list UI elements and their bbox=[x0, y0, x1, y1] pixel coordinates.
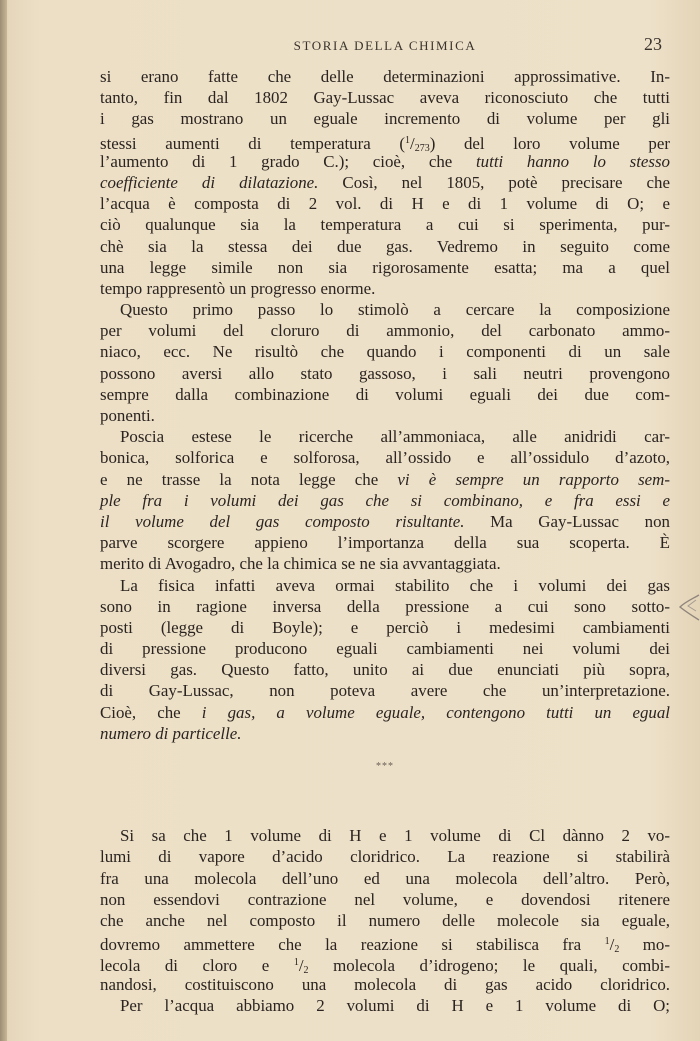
running-head bbox=[100, 34, 670, 60]
text-line: il volume del gas composto risultante. Ma Gay-Lussac non bbox=[100, 511, 671, 531]
running-title: STORIA DELLA CHIMICA bbox=[293, 38, 477, 53]
text-line: ponenti. bbox=[100, 406, 155, 425]
text-line: e ne trasse la nota legge che vi è sempre un rapporto sem- bbox=[100, 469, 670, 489]
text-line: merito di Avogadro, che la chimica se ne sia avvantaggiata. bbox=[100, 554, 501, 574]
text-line: tanto, fin dal 1802 Gay-Lussac aveva riconosciuto che tutti bbox=[100, 88, 670, 108]
text-line: coefficiente di dilatazione. Così, nel 1805, potè precisare che bbox=[100, 172, 670, 192]
text-line: dovremo ammettere che la reazione si stabilisca fra $^1/_2$ mo- bbox=[100, 935, 670, 956]
text-line: fra una molecola dell’uno ed una molecola dell’altro. Però, bbox=[100, 868, 670, 888]
text-line: posti (legge di Boyle); e perciò i medesimi cambiamenti bbox=[100, 617, 670, 637]
page-binding-edge bbox=[0, 0, 7, 1041]
text-line: diversi gas. Questo fatto, unito ai due enunciati più sopra, bbox=[100, 660, 670, 680]
text-line: numero di particelle. bbox=[100, 723, 242, 743]
text-line: La fisica infatti aveva ormai stabilito che i volumi dei gas bbox=[120, 575, 670, 595]
text-line: Cioè, che i gas, a volume eguale, contengono tutti un egual bbox=[100, 702, 670, 722]
text-line: lumi di vapore d’acido cloridrico. La reazione si stabilirà bbox=[100, 847, 670, 867]
body-text bbox=[100, 66, 670, 1016]
text-line: Questo primo passo lo stimolò a cercare la composizione bbox=[120, 300, 670, 320]
text-line: l’aumento di 1 grado C.); cioè, che tutti hanno lo stesso bbox=[100, 151, 670, 171]
text-line: bonica, solforica e solforosa, all’ossido e all’ossidulo d’azoto, bbox=[100, 448, 670, 468]
text-line: i gas mostrano un eguale incremento di volume per gli bbox=[100, 109, 670, 129]
text-line: una legge simile non sia rigorosamente esatta; ma a quel bbox=[100, 257, 670, 277]
text-line: possono aversi allo stato gassoso, i sali neutri provengono bbox=[100, 363, 670, 383]
text-line: Poscia estese le ricerche all’ammoniaca, alle anidridi car- bbox=[120, 427, 670, 447]
text-line: di Gay-Lussac, non poteva avere che un’interpretazione. bbox=[100, 681, 670, 701]
text-line: chè sia la stessa dei due gas. Vedremo in seguito come bbox=[100, 236, 670, 256]
text-line: parve scorgere appieno l’importanza della sua scoperta. È bbox=[100, 533, 670, 553]
text-line: niaco, ecc. Ne risultò che quando i componenti di un sale bbox=[100, 342, 670, 362]
text-line: stessi aumenti di temperatura $(^1/_{273})$ del loro volume per bbox=[100, 133, 670, 154]
text-line: lecola di cloro e $^1/_2$ molecola d’idrogeno; le quali, combi- bbox=[100, 956, 670, 977]
text-line: nandosi, costituiscono una molecola di gas acido cloridrico. bbox=[100, 974, 670, 994]
page-number: 23 bbox=[644, 34, 662, 54]
text-line: di pressione producono eguali cambiamenti nei volumi dei bbox=[100, 639, 670, 659]
text-line: Per l’acqua abbiamo 2 volumi di H e 1 volume di O; bbox=[120, 995, 670, 1015]
section-ornament: *** bbox=[376, 761, 394, 772]
text-line: sempre dalla combinazione di volumi eguali dei due com- bbox=[100, 384, 670, 404]
text-line: che anche nel composto il numero delle molecole sia eguale, bbox=[100, 910, 670, 930]
text-line: ciò qualunque sia la temperatura a cui si sperimenta, pur- bbox=[100, 215, 670, 235]
text-line: sono in ragione inversa della pressione a cui sono sotto- bbox=[100, 596, 670, 616]
text-line: l’acqua è composta di 2 vol. di H e di 1 volume di O; e bbox=[100, 194, 670, 214]
text-line: non essendovi contrazione nel volume, e dovendosi ritenere bbox=[100, 889, 670, 909]
text-line: per volumi del cloruro di ammonio, del carbonato ammo- bbox=[100, 321, 670, 341]
text-line: ple fra i volumi dei gas che si combinano, e fra essi e bbox=[100, 490, 670, 510]
text-line: Si sa che 1 volume di H e 1 volume di Cl dànno 2 vo- bbox=[120, 826, 670, 846]
text-line: tempo rappresentò un progresso enorme. bbox=[100, 278, 376, 298]
section-gap bbox=[100, 777, 670, 825]
text-line: si erano fatte che delle determinazioni approssimative. In- bbox=[100, 67, 670, 86]
margin-scribble-icon bbox=[676, 592, 700, 624]
